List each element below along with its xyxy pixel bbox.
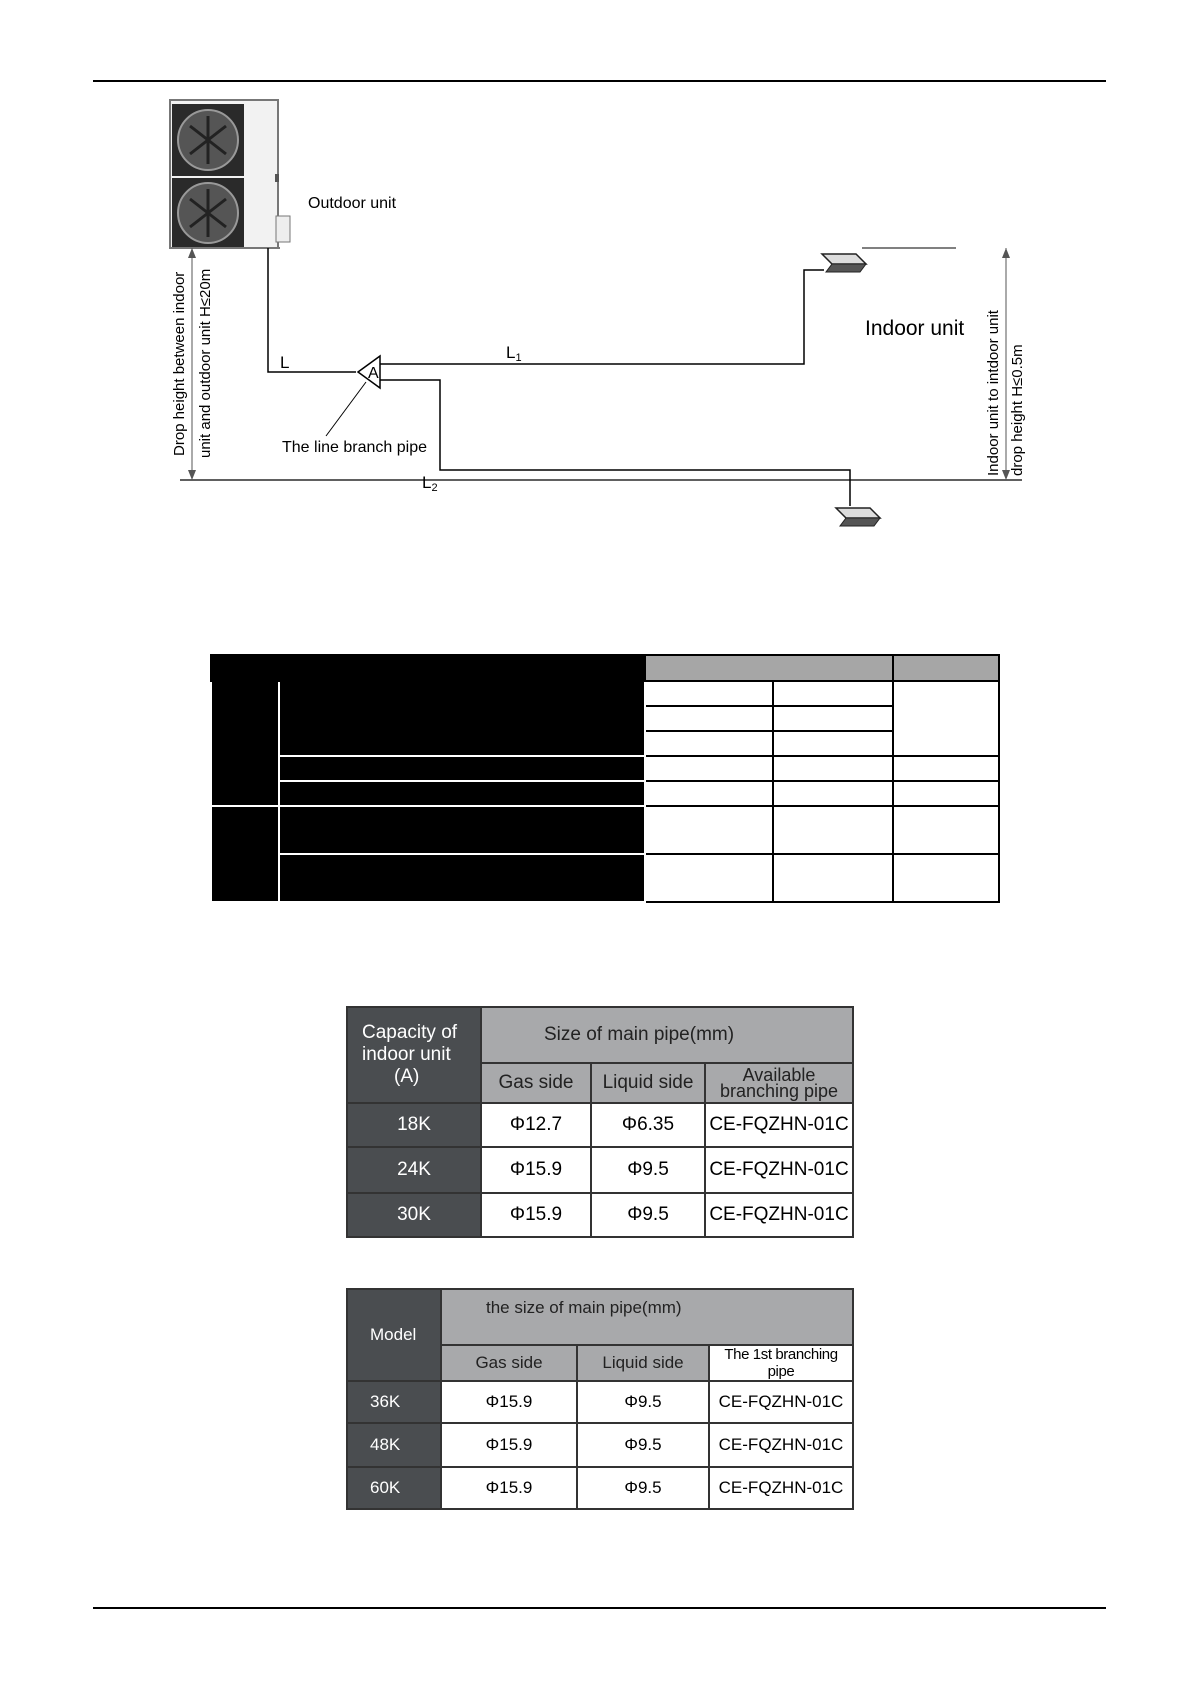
redacted-cell bbox=[645, 781, 773, 806]
table-row bbox=[347, 1381, 853, 1423]
pipe-cell: CE-FQZHN-01C bbox=[705, 1147, 853, 1193]
piping-diagram bbox=[150, 96, 1050, 536]
liquid-cell: Φ9.5 bbox=[591, 1193, 705, 1237]
liquid-side-header: Liquid side bbox=[577, 1345, 709, 1381]
capacity-cell: 24K bbox=[347, 1147, 481, 1193]
redacted-cell bbox=[279, 806, 645, 854]
redacted-cell bbox=[645, 681, 773, 706]
pipe-size-table-model bbox=[346, 1288, 854, 1510]
top-rule bbox=[93, 80, 1106, 82]
gas-cell: Φ15.9 bbox=[481, 1193, 591, 1237]
redacted-cell bbox=[893, 756, 999, 781]
capacity-cell: 18K bbox=[347, 1103, 481, 1147]
liquid-cell: Φ9.5 bbox=[577, 1381, 709, 1423]
main-pipe-size-header: the size of main pipe(mm) bbox=[441, 1289, 853, 1345]
gas-cell: Φ15.9 bbox=[481, 1147, 591, 1193]
redacted-cell bbox=[773, 706, 893, 731]
gas-side-header: Gas side bbox=[481, 1063, 591, 1103]
pipe-size-table-capacity bbox=[346, 1006, 854, 1238]
redacted-cell bbox=[211, 806, 279, 902]
redacted-cell bbox=[645, 731, 773, 756]
redacted-header-cell bbox=[211, 655, 645, 681]
pipe-cell: CE-FQZHN-01C bbox=[705, 1193, 853, 1237]
redacted-header-cell bbox=[893, 655, 999, 681]
pipe-l-label: L bbox=[280, 353, 290, 372]
svg-text:Indoor unit to intdoor unit: Indoor unit to intdoor unit bbox=[985, 310, 1002, 476]
outdoor-unit-label: Outdoor unit bbox=[308, 195, 397, 212]
main-pipe-size-header: Size of main pipe(mm) bbox=[481, 1007, 853, 1063]
redacted-cell bbox=[645, 706, 773, 731]
redacted-cell bbox=[279, 781, 645, 806]
branching-pipe-header: The 1st branching pipe bbox=[709, 1345, 853, 1381]
gas-cell: Φ15.9 bbox=[441, 1423, 577, 1467]
svg-text:Drop height between indoor: Drop height between indoor bbox=[171, 271, 188, 456]
branch-pipe-label: The line branch pipe bbox=[282, 439, 427, 456]
model-cell: 48K bbox=[347, 1423, 441, 1467]
model-cell: 60K bbox=[347, 1467, 441, 1509]
redacted-cell bbox=[893, 781, 999, 806]
pipe-l2-label: L2 bbox=[422, 473, 438, 494]
redacted-header-cell bbox=[645, 655, 893, 681]
redacted-table bbox=[210, 654, 1000, 903]
redacted-cell bbox=[893, 806, 999, 854]
branching-pipe-header: Available branching pipe bbox=[705, 1063, 853, 1103]
left-height-dimension bbox=[171, 248, 214, 480]
pipe-cell: CE-FQZHN-01C bbox=[709, 1423, 853, 1467]
liquid-side-header: Liquid side bbox=[591, 1063, 705, 1103]
bottom-rule bbox=[93, 1607, 1106, 1609]
svg-text:A: A bbox=[368, 365, 379, 382]
indoor-unit-label: Indoor unit bbox=[865, 317, 965, 340]
redacted-cell bbox=[773, 781, 893, 806]
model-cell: 36K bbox=[347, 1381, 441, 1423]
table-row bbox=[347, 1103, 853, 1147]
capacity-header: Capacity of indoor unit (A) bbox=[347, 1007, 481, 1103]
table-row bbox=[347, 1147, 853, 1193]
redacted-cell bbox=[773, 681, 893, 706]
pipe-l1-label: L1 bbox=[506, 343, 522, 364]
redacted-cell bbox=[773, 806, 893, 854]
liquid-cell: Φ9.5 bbox=[591, 1147, 705, 1193]
liquid-cell: Φ9.5 bbox=[577, 1467, 709, 1509]
redacted-cell bbox=[279, 681, 645, 756]
redacted-cell bbox=[279, 756, 645, 781]
redacted-cell bbox=[893, 681, 999, 756]
table-row bbox=[347, 1467, 853, 1509]
redacted-cell bbox=[645, 806, 773, 854]
redacted-cell bbox=[645, 854, 773, 902]
table-row bbox=[347, 1423, 853, 1467]
liquid-cell: Φ6.35 bbox=[591, 1103, 705, 1147]
gas-cell: Φ15.9 bbox=[441, 1467, 577, 1509]
branch-pipe-a bbox=[358, 356, 380, 388]
gas-cell: Φ15.9 bbox=[441, 1381, 577, 1423]
svg-text:drop height H≤0.5m: drop height H≤0.5m bbox=[1009, 344, 1026, 476]
gas-side-header: Gas side bbox=[441, 1345, 577, 1381]
right-height-dimension bbox=[985, 248, 1026, 480]
model-header: Model bbox=[347, 1289, 441, 1381]
pipe-cell: CE-FQZHN-01C bbox=[709, 1467, 853, 1509]
redacted-cell bbox=[773, 756, 893, 781]
redacted-cell bbox=[773, 731, 893, 756]
pipe-cell: CE-FQZHN-01C bbox=[705, 1103, 853, 1147]
indoor-unit-lower bbox=[836, 508, 880, 526]
outdoor-unit-image bbox=[170, 100, 290, 248]
redacted-cell bbox=[773, 854, 893, 902]
table-row bbox=[347, 1193, 853, 1237]
svg-text:unit and outdoor unit H≤20m: unit and outdoor unit H≤20m bbox=[197, 268, 214, 458]
redacted-cell bbox=[279, 854, 645, 902]
redacted-cell bbox=[645, 756, 773, 781]
redacted-cell bbox=[211, 681, 279, 806]
redacted-cell bbox=[893, 854, 999, 902]
liquid-cell: Φ9.5 bbox=[577, 1423, 709, 1467]
capacity-cell: 30K bbox=[347, 1193, 481, 1237]
pipe-cell: CE-FQZHN-01C bbox=[709, 1381, 853, 1423]
gas-cell: Φ12.7 bbox=[481, 1103, 591, 1147]
indoor-unit-upper bbox=[822, 254, 866, 272]
